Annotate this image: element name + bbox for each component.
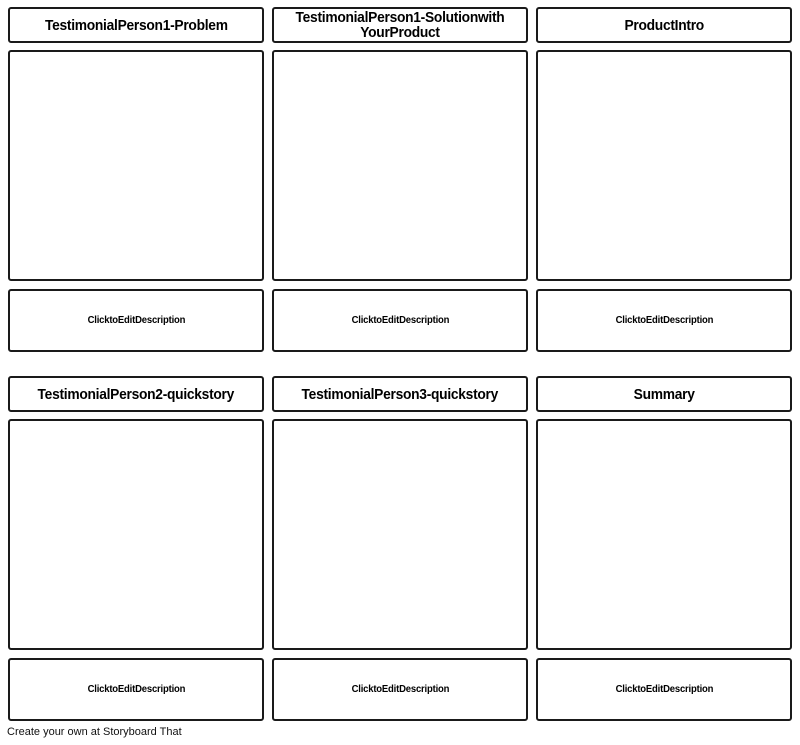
panel-description-box[interactable] (8, 658, 264, 721)
panel-description: ClicktoEditDescription (351, 315, 449, 326)
panel-image-area[interactable] (272, 50, 528, 281)
panel-image-area[interactable] (536, 50, 792, 281)
panel-description: ClicktoEditDescription (87, 684, 185, 695)
panel-title-box[interactable] (8, 7, 264, 43)
panel-description-box[interactable] (272, 658, 528, 721)
panel-title: Summary (633, 385, 695, 403)
panel-title: TestimonialPerson3-quickstory (301, 385, 499, 403)
panel-title-box[interactable] (272, 376, 528, 412)
panel-description-box[interactable] (536, 658, 792, 721)
panel-title-box[interactable] (536, 7, 792, 43)
panel-description: ClicktoEditDescription (615, 684, 713, 695)
panel-title: TestimonialPerson1-Problem (44, 16, 228, 34)
panel-image-area[interactable] (272, 419, 528, 650)
panel-title: TestimonialPerson2-quickstory (37, 385, 235, 403)
panel-title-box[interactable] (8, 376, 264, 412)
footer-credit: Create your own at Storyboard That (7, 726, 182, 738)
panel-description-box[interactable] (536, 289, 792, 352)
panel-description-box[interactable] (272, 289, 528, 352)
panel-image-area[interactable] (8, 50, 264, 281)
panel-title-box[interactable] (272, 7, 528, 43)
panel-title: TestimonialPerson1-Solutionwith YourProduct (295, 9, 505, 41)
panel-description: ClicktoEditDescription (87, 315, 185, 326)
panel-title-box[interactable] (536, 376, 792, 412)
panel-description: ClicktoEditDescription (351, 684, 449, 695)
panel-image-area[interactable] (536, 419, 792, 650)
panel-title: ProductIntro (624, 16, 704, 34)
panel-description-box[interactable] (8, 289, 264, 352)
panel-image-area[interactable] (8, 419, 264, 650)
panel-description: ClicktoEditDescription (615, 315, 713, 326)
